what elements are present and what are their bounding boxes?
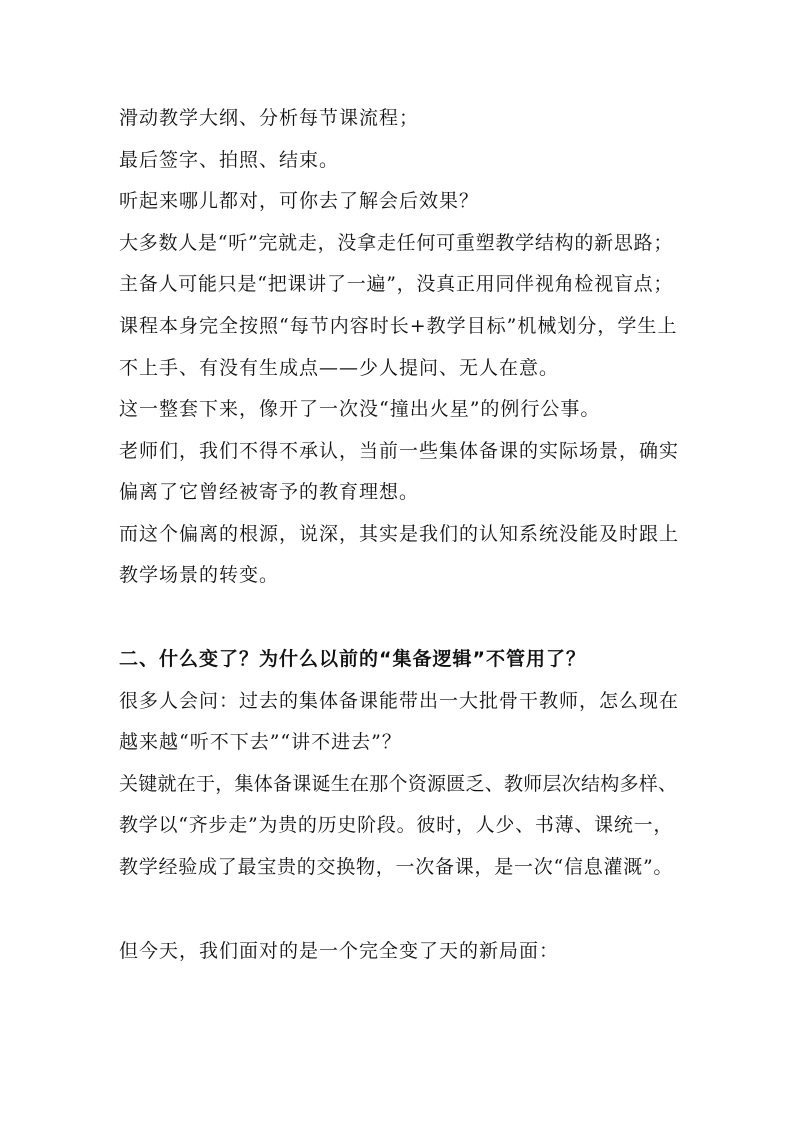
paragraph-line: 滑动教学大纲、分析每节课流程； bbox=[119, 107, 420, 129]
closing-line: 但今天，我们面对的是一个完全变了天的新局面： bbox=[119, 940, 560, 962]
paragraph-line: 听起来哪儿都对，可你去了解会后效果？ bbox=[119, 190, 480, 212]
paragraph-line: 这一整套下来，像开了一次没“撞出火星”的例行公事。 bbox=[119, 398, 601, 420]
paragraph-line: 关键就在于，集体备课诞生在那个资源匮乏、教师层次结构多样、 bbox=[119, 773, 678, 795]
paragraph-line: 偏离了它曾经被寄予的教育理想。 bbox=[119, 481, 420, 503]
paragraph-line: 课程本身完全按照“每节内容时长+教学目标”机械划分，学生上 bbox=[119, 315, 678, 337]
paragraph-line: 老师们，我们不得不承认，当前一些集体备课的实际场景，确实 bbox=[119, 440, 680, 462]
paragraph-line: 主备人可能只是“把课讲了一遍”，没真正用同伴视角检视盲点； bbox=[119, 273, 674, 295]
paragraph-line: 而这个偏离的根源，说深，其实是我们的认知系统没能及时跟上 bbox=[119, 523, 680, 545]
paragraph-line: 教学经验成了最宝贵的交换物，一次备课，是一次“信息灌溉”。 bbox=[119, 856, 674, 878]
paragraph-line: 最后签字、拍照、结束。 bbox=[119, 149, 340, 171]
paragraph-line: 大多数人是“听”完就走，没拿走任何可重塑教学结构的新思路； bbox=[119, 232, 674, 254]
paragraph-line: 越来越“听不下去”“讲不进去”？ bbox=[119, 731, 402, 753]
paragraph-line: 不上手、有没有生成点——少人提问、无人在意。 bbox=[119, 357, 560, 379]
paragraph-line: 教学以“齐步走”为贵的历史阶段。彼时，人少、书薄、课统一， bbox=[119, 814, 674, 836]
paragraph-line: 教学场景的转变。 bbox=[119, 564, 280, 586]
section-heading: 二、什么变了？为什么以前的“集备逻辑”不管用了？ bbox=[119, 648, 586, 670]
paragraph-line: 很多人会问：过去的集体备课能带出一大批骨干教师，怎么现在 bbox=[119, 690, 680, 712]
